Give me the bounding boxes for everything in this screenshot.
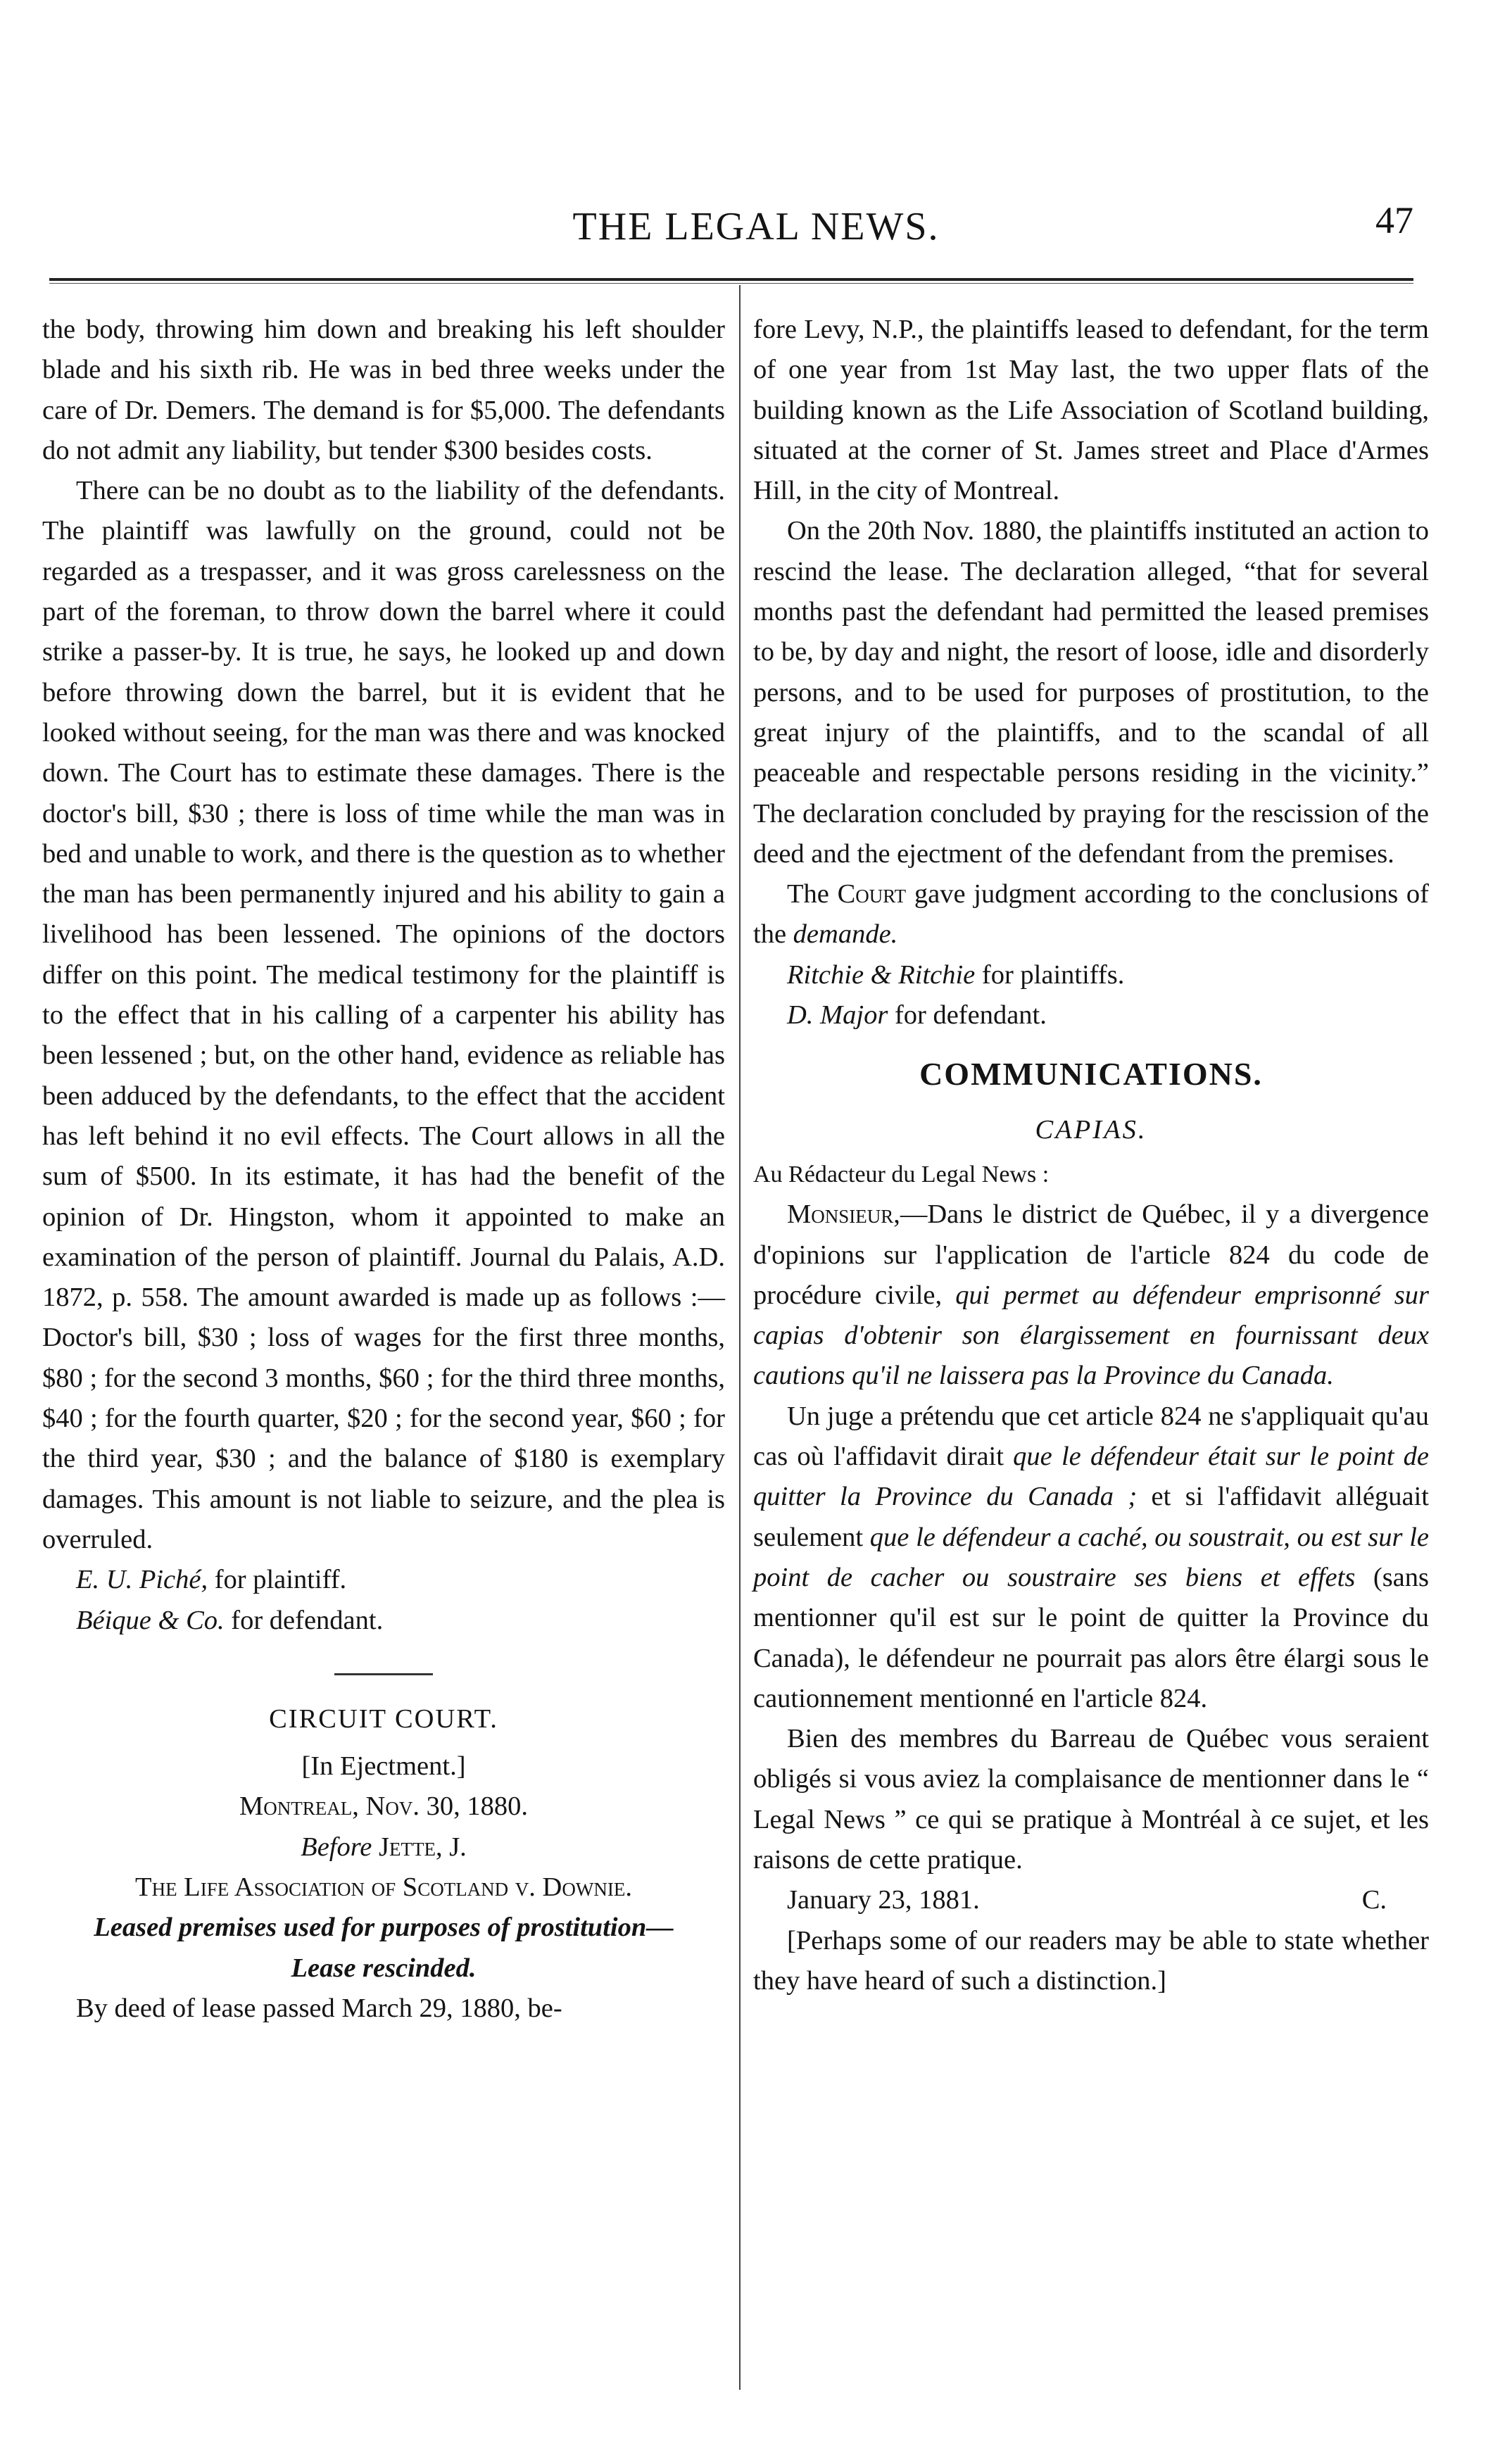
judgment-demande: demande. (793, 919, 898, 950)
letter-p5-italic-2: que le défendeur a caché, ou soustrait, ou est sur le point de cacher ou soustraire ses biens et effets (753, 1522, 1429, 1592)
letter-p5-italic-1: que le défendeur était sur le point de quitter la Province du Canada ; (753, 1442, 1429, 1512)
left-paragraph-2: There can be no doubt as to the liability of the defendants. The plaintiff was lawfully on the ground, could not be regarded as a trespasser, and it was gross carelessness on the part of the foreman, to throw down the barrel where it could strike a passer-by. It is true, he says, he looked up and down before throwing down the barrel, but it is evident that he looked without seeing, for the man was there and was knocked down. The Court has to estimate these damages. There is the doctor's bill, $30 ; there is loss of time while the man was in bed and unable to work, and there is the question as to whether the man has been permanently injured and his ability to gain a livelihood has been lessened. The opinions of the doctors differ on this point. The medical testimony for the plaintiff is to the effect that in his calling of a carpenter his ability has been lessened ; but, on the other hand, evidence as reliable has been adduced by the defendants, to the effect that the accident has left behind it no evil effects. The Court allows in all the sum of $500. In its estimate, it has had the benefit of the opinion of Dr. Hingston, whom it appointed to make an examination of the person of plaintiff. Journal du Palais, A.D. 1872, p. 558. The amount awarded is made up as follows :—Doctor's bill, $30 ; loss of wages for the first three months, $80 ; for the second 3 months, $60 ; for the third three months, $40 ; for the fourth quarter, $20 ; for the second year, $60 ; for the third year, $30 ; and the balance of $180 is exemplary damages. This amount is not liable to seizure, and the plea is overruled. (42, 476, 725, 1554)
address-line: Au Rédacteur du Legal News : (753, 1161, 1050, 1188)
right-defendant-counsel-role: for defendant. (888, 1000, 1047, 1031)
letter-date: January 23, 1881. (787, 1885, 980, 1915)
right-defendant-counsel-name: D. Major (787, 1000, 888, 1031)
letter-signoff (753, 1880, 1429, 1920)
defendant-counsel-role: for defendant. (224, 1605, 384, 1635)
left-paragraph-1: the body, throwing him down and breaking his left shoulder blade and his sixth rib. He was in bed three weeks under the care of Dr. Demers. The demand is for $5,000. The defendants do not admit any liability, but tender $300 besides costs. (42, 315, 725, 465)
communications-heading: COMMUNICATIONS. (919, 1056, 1263, 1092)
before-label: Before (301, 1832, 372, 1862)
letter-p5-a: Un juge a prétendu que cet article 824 ne s'appliquait qu'au cas où l'affidavit dirait (753, 1401, 1429, 1472)
right-plaintiff-counsel-role: for plaintiffs. (975, 959, 1125, 990)
left-paragraph-3: By deed of lease passed March 29, 1880, be- (76, 1993, 562, 2023)
court-title: CIRCUIT COURT. (269, 1703, 498, 1734)
left-column (42, 310, 725, 2029)
right-plaintiff-counsel (753, 955, 1429, 995)
case-name: The Life Association of Scotland v. Downie. (135, 1872, 632, 1902)
right-paragraph-4 (753, 1195, 1429, 1396)
plaintiff-counsel (42, 1560, 725, 1600)
judge-name: Jette, J. (379, 1832, 467, 1862)
right-paragraph-3 (753, 874, 1429, 955)
plaintiff-counsel-name: E. U. Piché, (76, 1565, 208, 1595)
letter-initial: C. (1361, 1885, 1387, 1915)
judgment-text-b: gave judgment according to the conclusions of the (753, 879, 1429, 950)
header-rule (49, 278, 1413, 281)
header-rule-thin (49, 283, 1413, 284)
running-title: THE LEGAL NEWS. (572, 205, 940, 248)
right-paragraph-1: fore Levy, N.P., the plaintiffs leased to defendant, for the term of one year from 1st May last, the two upper flats of the building known as the Life Association of Scotland building, situated at the corner of St. James street and Place d'Armes Hill, in the city of Montreal. (753, 315, 1429, 506)
right-paragraph-2: On the 20th Nov. 1880, the plaintiffs instituted an action to rescind the lease. The declaration alleged, “that for several months past the defendant had permitted the leased premises to be, by day and night, the resort of loose, idle and disorderly persons, and to be used for purposes of prostitution, to the great injury of the plaintiffs, and to the scandal of all peaceable and respectable persons residing in the vicinity.” The declaration concluded by praying for the rescission of the deed and the ejectment of the defendant from the premises. (753, 516, 1429, 869)
place-date: Montreal, Nov. 30, 1880. (239, 1791, 528, 1822)
right-defendant-counsel (753, 995, 1429, 1035)
case-type: [In Ejectment.] (301, 1751, 466, 1782)
editor-note: [Perhaps some of our readers may be able to state whether they have heard of such a distinction.] (753, 1925, 1429, 1996)
right-column (753, 310, 1429, 2001)
plaintiff-counsel-role: for plaintiff. (208, 1565, 347, 1595)
section-divider (334, 1673, 433, 1675)
letter-p5-b: et si l'affidavit alléguait seulement (753, 1482, 1429, 1552)
capias-subheading: CAPIAS. (1035, 1114, 1147, 1145)
letter-p5-c: (sans mentionner qu'il est sur le point de quitter la Province du Canada), le défendeur ne pourrait pas alors être élargi sous le cautionnement mentionné en l'article 824. (753, 1562, 1429, 1713)
judgment-court: Court (837, 879, 907, 909)
salutation: Monsieur, (787, 1199, 900, 1230)
page-number: 47 (1375, 199, 1413, 241)
page-header (0, 199, 1512, 267)
defendant-counsel (42, 1601, 725, 1641)
right-plaintiff-counsel-name: Ritchie & Ritchie (787, 959, 976, 990)
judgment-text-a: The (787, 879, 838, 909)
headnote-line-1: Leased premises used for purposes of prostitution— (94, 1913, 674, 1943)
right-paragraph-5 (753, 1397, 1429, 1719)
letter-text-italic: qui permet au défendeur emprisonné sur capias d'obtenir son élargissement en fournissant deux cautions qu'il ne laissera pas la Province du Canada. (753, 1280, 1429, 1391)
column-divider (739, 285, 741, 2390)
letter-text-a: —Dans le district de Québec, il y a divergence d'opinions sur l'application de l'article 824 du code de procédure civile, (753, 1199, 1429, 1310)
defendant-counsel-name: Béique & Co. (76, 1605, 225, 1635)
headnote-line-2: Lease rescinded. (291, 1953, 477, 1983)
right-paragraph-6: Bien des membres du Barreau de Québec vous seraient obligés si vous aviez la complaisance de mentionner dans le “ Legal News ” ce qui se pratique à Montréal à ce sujet, et les raisons de cette pratique. (753, 1724, 1429, 1875)
before-judge (42, 1827, 725, 1867)
